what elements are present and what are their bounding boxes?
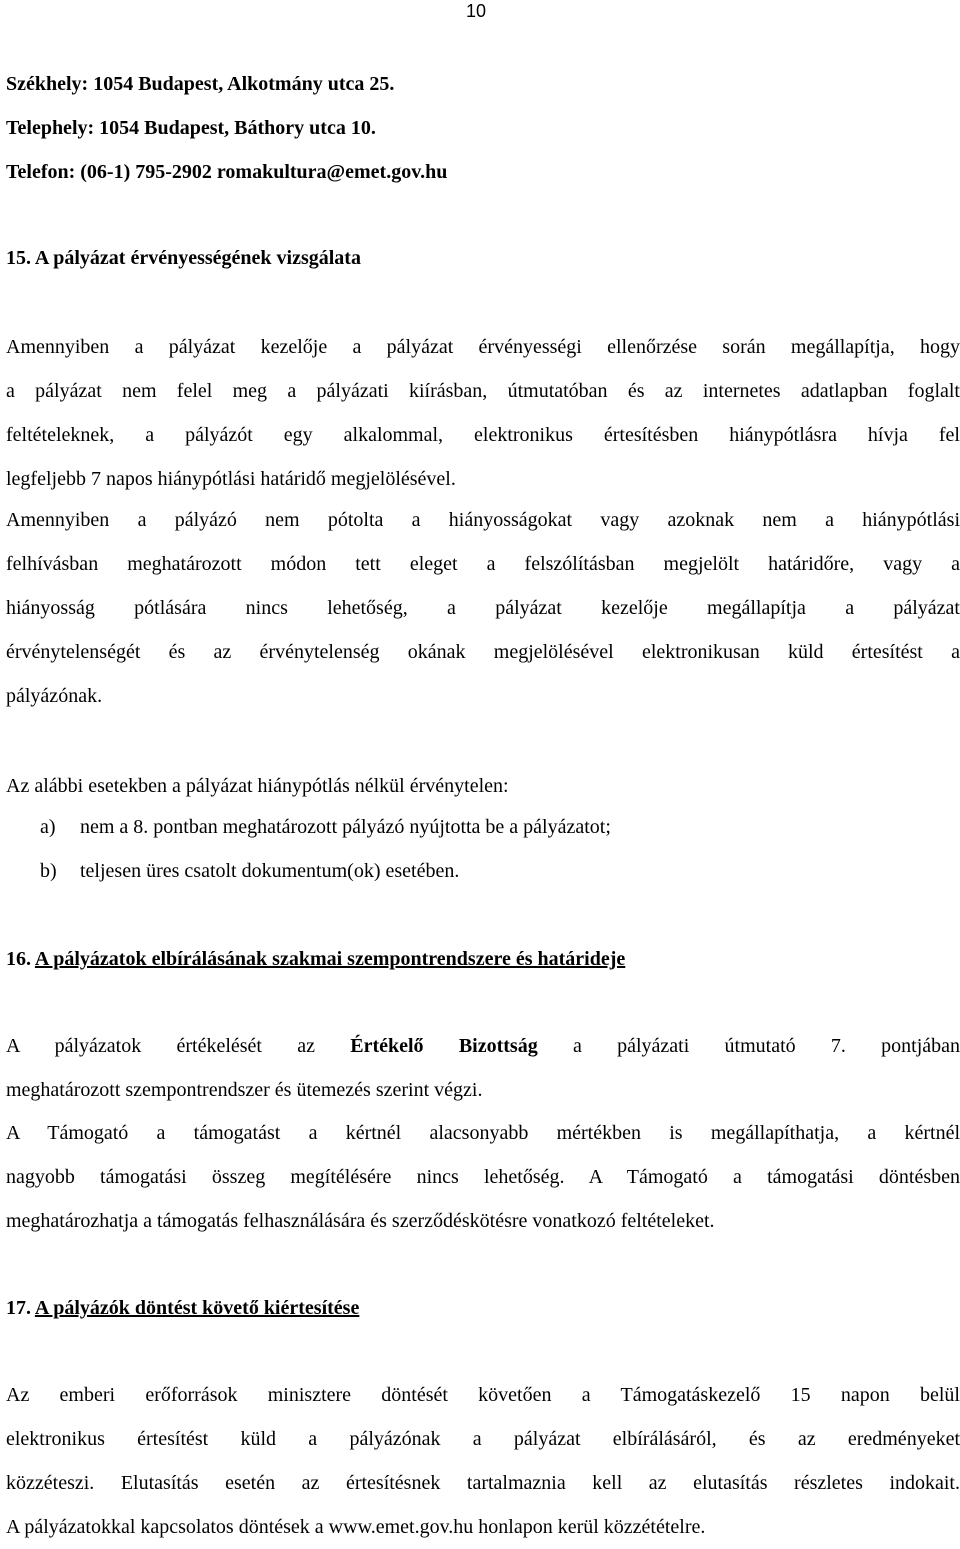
page-number: 10 — [466, 1, 487, 21]
section-15-list-intro: Az alábbi esetekben a pályázat hiánypótlás nélkül érvénytelen: — [6, 775, 509, 797]
paragraph-line: A pályázatokkal kapcsolatos döntések a www.emet.gov.hu honlapon kerül közzétételre. — [6, 1516, 706, 1538]
paragraph-line: hiányosság pótlására nincs lehetőség, a pályázat kezelője megállapítja a pályázat — [6, 597, 960, 619]
paragraph-line: elektronikus értesítést küld a pályázónak a pályázat elbírálásáról, és az eredményeket — [6, 1428, 960, 1450]
list-marker: a) — [40, 816, 56, 838]
paragraph-line: feltételeknek, a pályázót egy alkalommal, elektronikus értesítésben hiánypótlásra hívja fel — [6, 424, 960, 446]
paragraph-line — [6, 1024, 960, 1068]
paragraph-line: meghatározhatja a támogatás felhasználására és szerződéskötésre vonatkozó feltételeket. — [6, 1210, 715, 1232]
paragraph-line: Az emberi erőforrások minisztere döntését követően a Támogatáskezelő 15 napon belül — [6, 1384, 960, 1406]
section-17-paragraph — [6, 1373, 960, 1549]
paragraph-line: A Támogató a támogatást a kértnél alacsonyabb mértékben is megállapíthatja, a kértnél — [6, 1122, 960, 1144]
text-run: A pályázatok értékelését az — [6, 1035, 351, 1057]
paragraph-line: meghatározott szempontrendszer és ütemezés szerint végzi. — [6, 1079, 483, 1101]
evaluation-committee: Értékelő Bizottság — [350, 1035, 538, 1057]
list-item-text: nem a 8. pontban meghatározott pályázó nyújtotta be a pályázatot; — [80, 816, 611, 838]
paragraph-line: Amennyiben a pályázó nem pótolta a hiányosságokat vagy azoknak nem a hiánypótlási — [6, 509, 960, 531]
paragraph-line: felhívásban meghatározott módon tett eleget a felszólításban megjelölt határidőre, vagy a — [6, 553, 960, 575]
paragraph-line: nagyobb támogatási összeg megítélésére nincs lehetőség. A Támogató a támogatási döntésben — [6, 1166, 960, 1188]
section-17-title — [6, 1293, 359, 1323]
section-15-paragraph-2 — [6, 498, 960, 718]
list-item-text: teljesen üres csatolt dokumentum(ok) esetében. — [80, 860, 460, 882]
header-contact — [6, 62, 960, 194]
section-15-title: 15. A pályázat érvényességének vizsgálata — [6, 247, 361, 269]
text-run: a pályázati útmutató 7. pontjában — [537, 1035, 960, 1057]
paragraph-line: közzéteszi. Elutasítás esetén az értesítésnek tartalmaznia kell az elutasítás részletes indokait. — [6, 1472, 960, 1494]
paragraph-line: legfeljebb 7 napos hiánypótlási határidő megjelölésével. — [6, 468, 456, 490]
list-marker: b) — [40, 860, 57, 882]
list-item — [40, 849, 459, 893]
paragraph-line: érvénytelenségét és az érvénytelenség okának megjelölésével elektronikusan küld értesítést a — [6, 641, 960, 663]
list-item — [40, 805, 611, 849]
header-phone: Telefon: (06-1) 795-2902 romakultura@emet.gov.hu — [6, 161, 448, 183]
section-17-heading: A pályázók döntést követő kiértesítése — [34, 1297, 360, 1319]
paragraph-line: pályázónak. — [6, 685, 103, 707]
paragraph-line: a pályázat nem felel meg a pályázati kiírásban, útmutatóban és az internetes adatlapban foglalt — [6, 380, 960, 402]
section-16-number: 16. — [6, 948, 31, 970]
paragraph-line: Amennyiben a pályázat kezelője a pályázat érvényességi ellenőrzése során megállapítja, hogy — [6, 336, 960, 358]
header-site: Telephely: 1054 Budapest, Báthory utca 10. — [6, 117, 376, 139]
section-15-paragraph-1 — [6, 325, 960, 501]
section-16-title — [6, 944, 625, 974]
section-16-paragraph-2 — [6, 1111, 960, 1243]
section-17-number: 17. — [6, 1297, 31, 1319]
section-16-paragraph-1 — [6, 1024, 960, 1112]
section-16-heading: A pályázatok elbírálásának szakmai szempontrendszere és határideje — [34, 948, 626, 970]
header-seat: Székhely: 1054 Budapest, Alkotmány utca 25. — [6, 73, 395, 95]
